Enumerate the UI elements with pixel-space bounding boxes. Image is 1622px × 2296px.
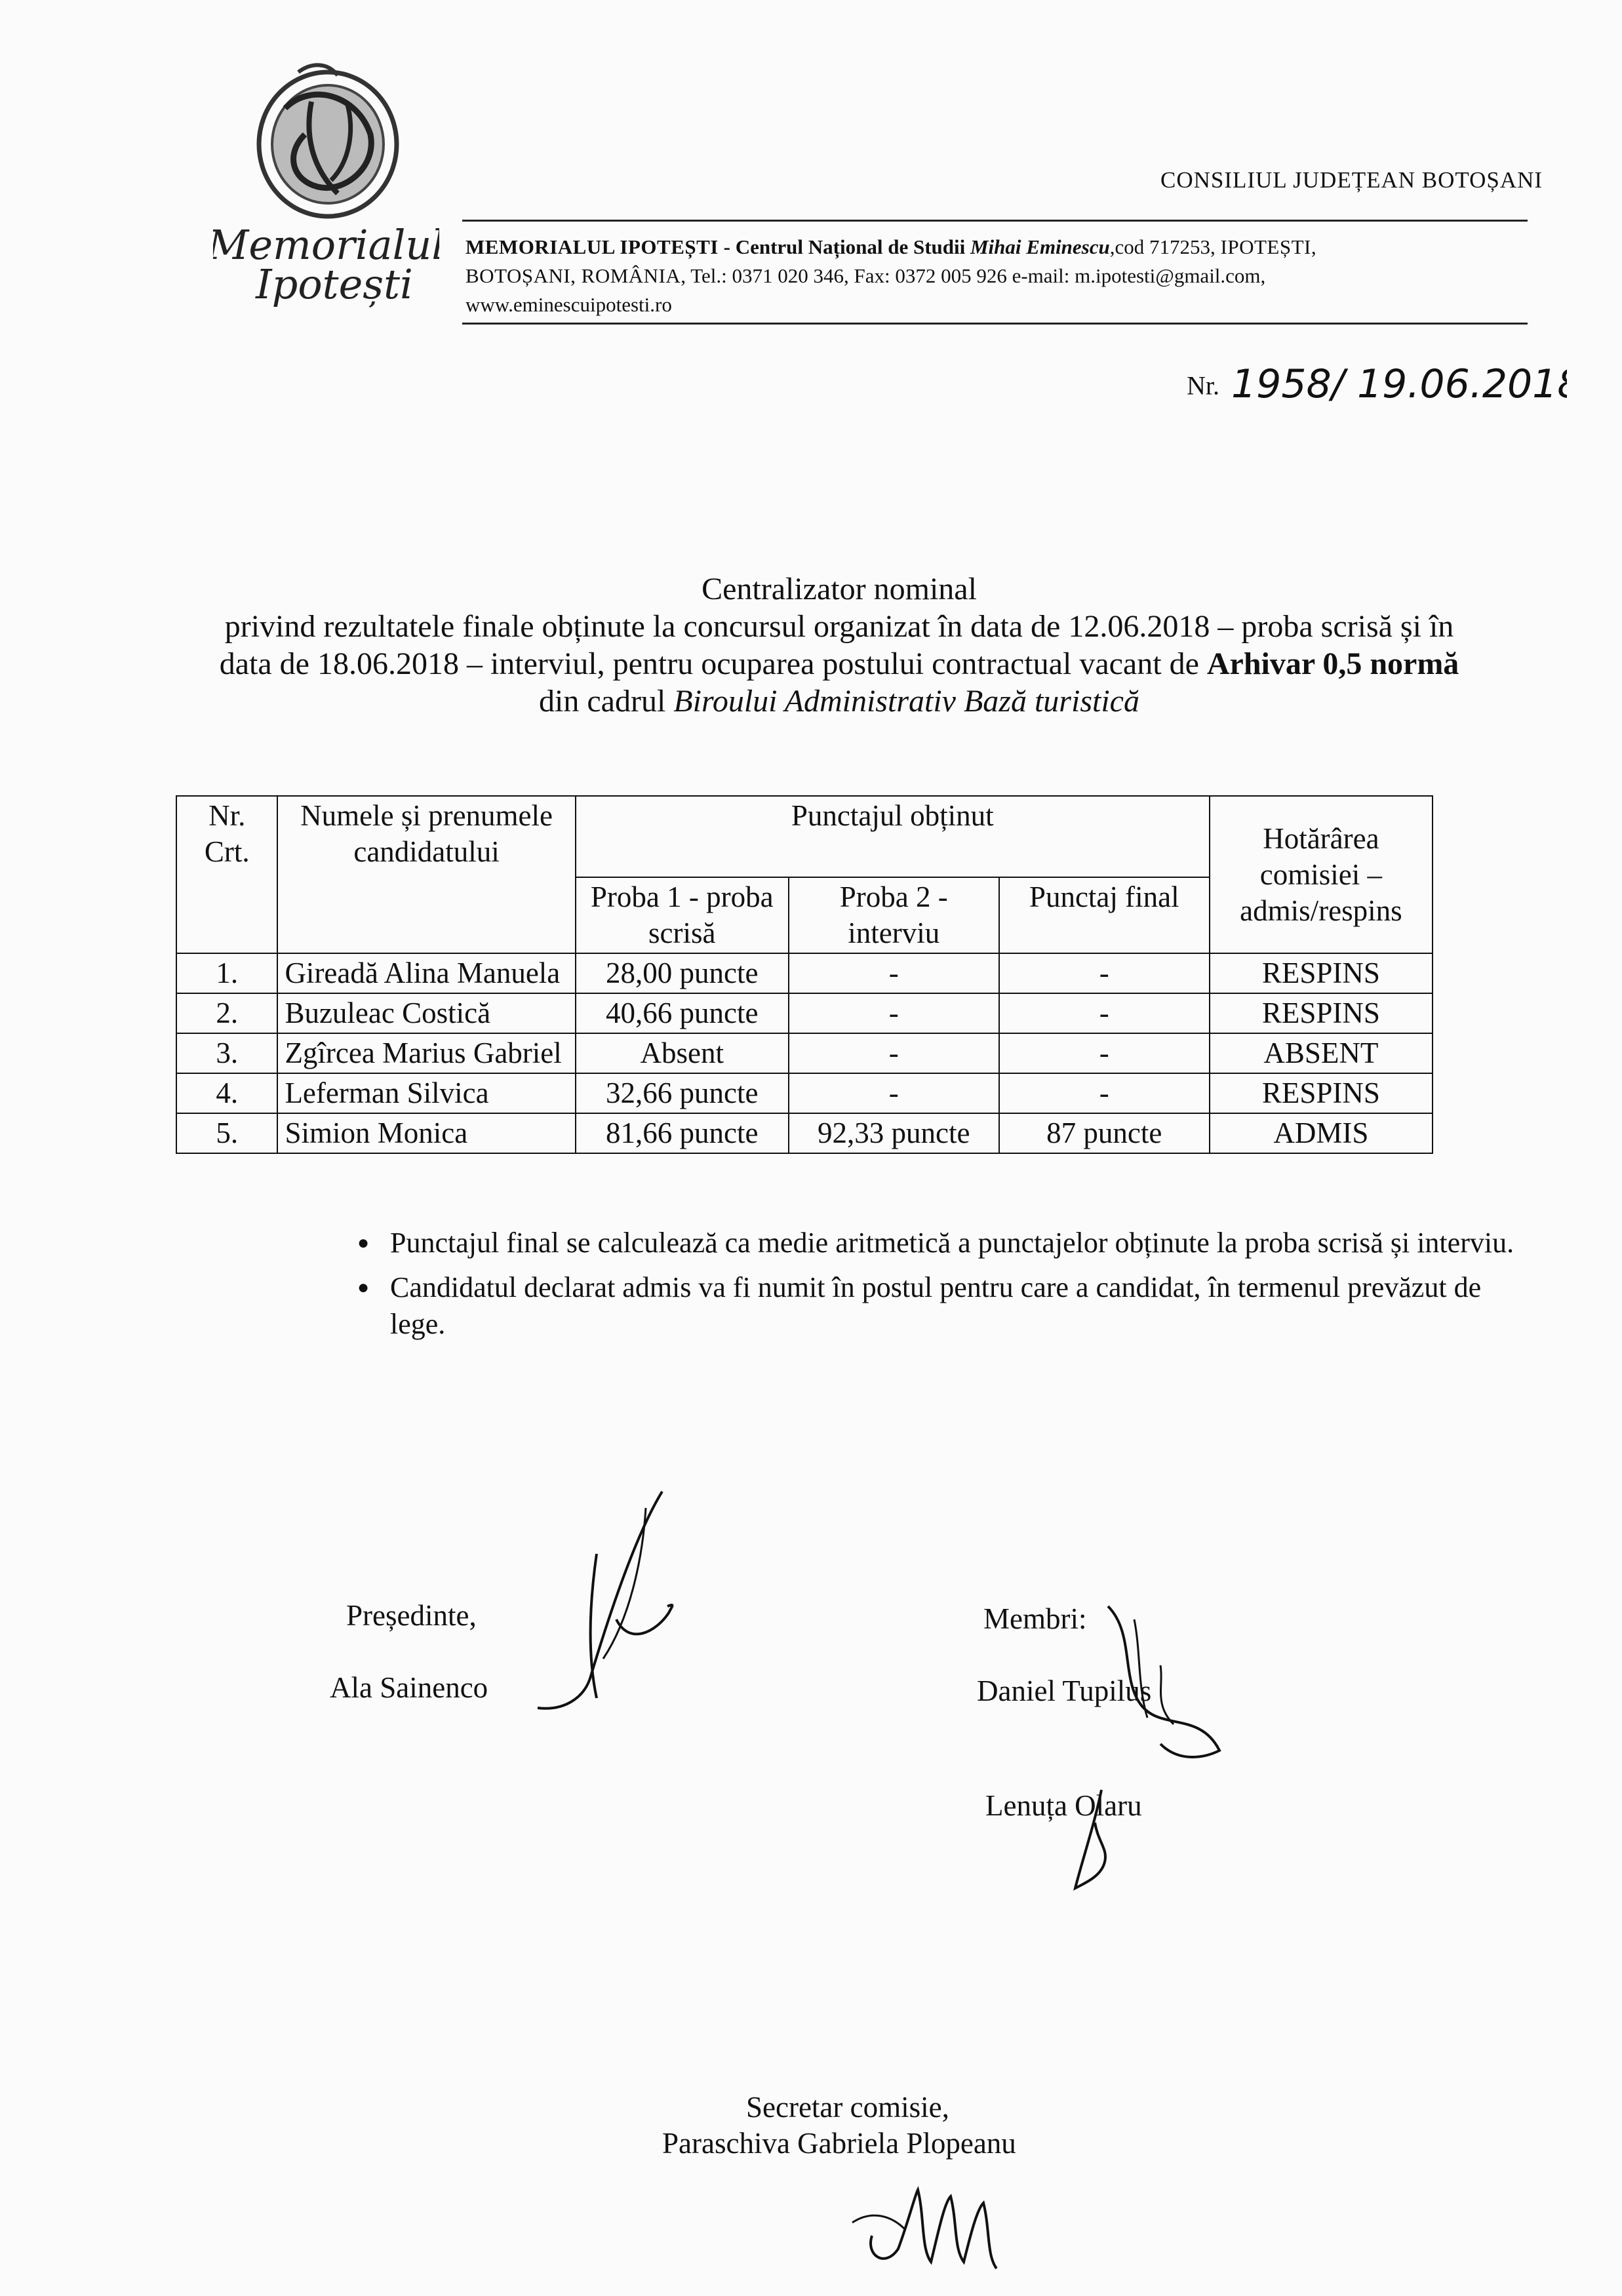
president-signature xyxy=(524,1482,695,1731)
note-text: Punctajul final se calculează ca medie aritmetică a punctajelor obținute la proba scrisă și interviu. xyxy=(390,1227,1514,1259)
registration-handwritten xyxy=(1226,359,1567,412)
institution-sep: - xyxy=(718,235,736,258)
header-final: Punctaj final xyxy=(999,877,1210,953)
row-decision: ADMIS xyxy=(1210,1113,1433,1153)
list-item xyxy=(357,1269,1524,1343)
header-rule-bottom xyxy=(462,323,1528,325)
secretary-role: Secretar comisie, xyxy=(746,2091,949,2124)
header-name: Numele și prenumele candidatului xyxy=(277,796,575,953)
header-rule-top xyxy=(462,220,1528,222)
row-proba1: 40,66 puncte xyxy=(576,993,789,1033)
table-header-row xyxy=(176,796,1433,877)
results-table xyxy=(176,795,1433,1154)
table-row xyxy=(176,953,1433,993)
institution-cod: ,cod 717253, xyxy=(1109,235,1216,258)
president-role: Președinte, xyxy=(346,1599,477,1632)
logo-text-line1: Memorialul xyxy=(213,221,439,269)
members-role: Membri: xyxy=(983,1602,1087,1635)
row-name: Buzuleac Costică xyxy=(277,993,575,1033)
title-line4a: din cadrul xyxy=(539,684,674,719)
row-final: - xyxy=(999,1073,1210,1113)
address-contact: , Tel.: 0371 020 346, Fax: 0372 005 926 e-mail: m.ipotesti@gmail.com, xyxy=(681,264,1266,287)
list-item xyxy=(357,1225,1524,1261)
member-1-name: Daniel Tupilus xyxy=(977,1674,1152,1707)
table-row xyxy=(176,993,1433,1033)
logo-emblem-icon xyxy=(213,56,439,311)
row-name: Simion Monica xyxy=(277,1113,575,1153)
president-name: Ala Sainenco xyxy=(330,1671,488,1704)
row-nr: 2. xyxy=(176,993,277,1033)
row-nr: 5. xyxy=(176,1113,277,1153)
registration-number xyxy=(1187,359,1567,412)
row-name: Gireadă Alina Manuela xyxy=(277,953,575,993)
row-final: - xyxy=(999,953,1210,993)
institution-name: MEMORIALUL IPOTEȘTI xyxy=(465,235,719,258)
table-row xyxy=(176,1113,1433,1153)
institution-address xyxy=(465,233,1541,319)
row-proba2: - xyxy=(789,1033,999,1073)
row-proba2: 92,33 puncte xyxy=(789,1113,999,1153)
secretary-signature xyxy=(846,2157,1016,2288)
registration-label: Nr. xyxy=(1187,370,1219,401)
table-row xyxy=(176,1033,1433,1073)
header-proba1: Proba 1 - proba scrisă xyxy=(576,877,789,953)
row-proba1: 81,66 puncte xyxy=(576,1113,789,1153)
row-nr: 4. xyxy=(176,1073,277,1113)
row-final: 87 puncte xyxy=(999,1113,1210,1153)
row-final: - xyxy=(999,993,1210,1033)
note-text: Candidatul declarat admis va fi numit în postul pentru care a candidat, în termenul prevăzut de lege. xyxy=(390,1271,1482,1340)
bullet-icon: ● xyxy=(357,1277,370,1298)
member-2-signature xyxy=(1062,1783,1141,1901)
member-1-signature xyxy=(1082,1593,1233,1790)
notes-list xyxy=(357,1225,1524,1351)
row-name: Leferman Silvica xyxy=(277,1073,575,1113)
header-nr: Nr. Crt. xyxy=(176,796,277,953)
website-link[interactable]: www.eminescuipotesti.ro xyxy=(465,293,672,316)
row-proba1: Absent xyxy=(576,1033,789,1073)
title-line1: Centralizator nominal xyxy=(702,572,977,606)
title-department: Biroului Administrativ Bază turistică xyxy=(673,684,1139,719)
institution-locality: IPOTEȘTI, xyxy=(1220,235,1317,258)
institution-center-name: Mihai Eminescu xyxy=(970,235,1110,258)
header-proba2: Proba 2 - interviu xyxy=(789,877,999,953)
bullet-icon: ● xyxy=(357,1232,370,1254)
row-proba1: 32,66 puncte xyxy=(576,1073,789,1113)
header-score: Punctajul obținut xyxy=(576,796,1210,877)
header-decision: Hotărârea comisiei – admis/respins xyxy=(1210,796,1433,953)
council-name: CONSILIUL JUDEȚEAN BOTOȘANI xyxy=(1160,167,1543,193)
document-title xyxy=(157,570,1521,720)
memorial-logo xyxy=(213,56,439,311)
row-nr: 3. xyxy=(176,1033,277,1073)
row-proba1: 28,00 puncte xyxy=(576,953,789,993)
registration-handwritten-text: 1958/ 19.06.2018 xyxy=(1231,361,1567,407)
row-nr: 1. xyxy=(176,953,277,993)
row-decision: RESPINS xyxy=(1210,1073,1433,1113)
row-final: - xyxy=(999,1033,1210,1073)
row-decision: RESPINS xyxy=(1210,953,1433,993)
secretary-name: Paraschiva Gabriela Plopeanu xyxy=(662,2127,1016,2160)
title-line2: privind rezultatele finale obținute la concursul organizat în data de 12.06.2018 – proba scrisă și în xyxy=(224,609,1454,644)
title-position: Arhivar 0,5 normă xyxy=(1206,646,1459,681)
address-place: BOTOȘANI, ROMÂNIA xyxy=(465,264,681,287)
table-row xyxy=(176,1073,1433,1113)
row-proba2: - xyxy=(789,953,999,993)
member-2-name: Lenuța Olaru xyxy=(985,1789,1142,1822)
logo-text-line2: Ipotești xyxy=(256,260,413,308)
row-decision: ABSENT xyxy=(1210,1033,1433,1073)
row-proba2: - xyxy=(789,993,999,1033)
institution-center: Centrul Național de Studii xyxy=(735,235,966,258)
row-name: Zgîrcea Marius Gabriel xyxy=(277,1033,575,1073)
title-line3a: data de 18.06.2018 – interviul, pentru ocuparea postului contractual vacant de xyxy=(219,646,1207,681)
row-decision: RESPINS xyxy=(1210,993,1433,1033)
row-proba2: - xyxy=(789,1073,999,1113)
